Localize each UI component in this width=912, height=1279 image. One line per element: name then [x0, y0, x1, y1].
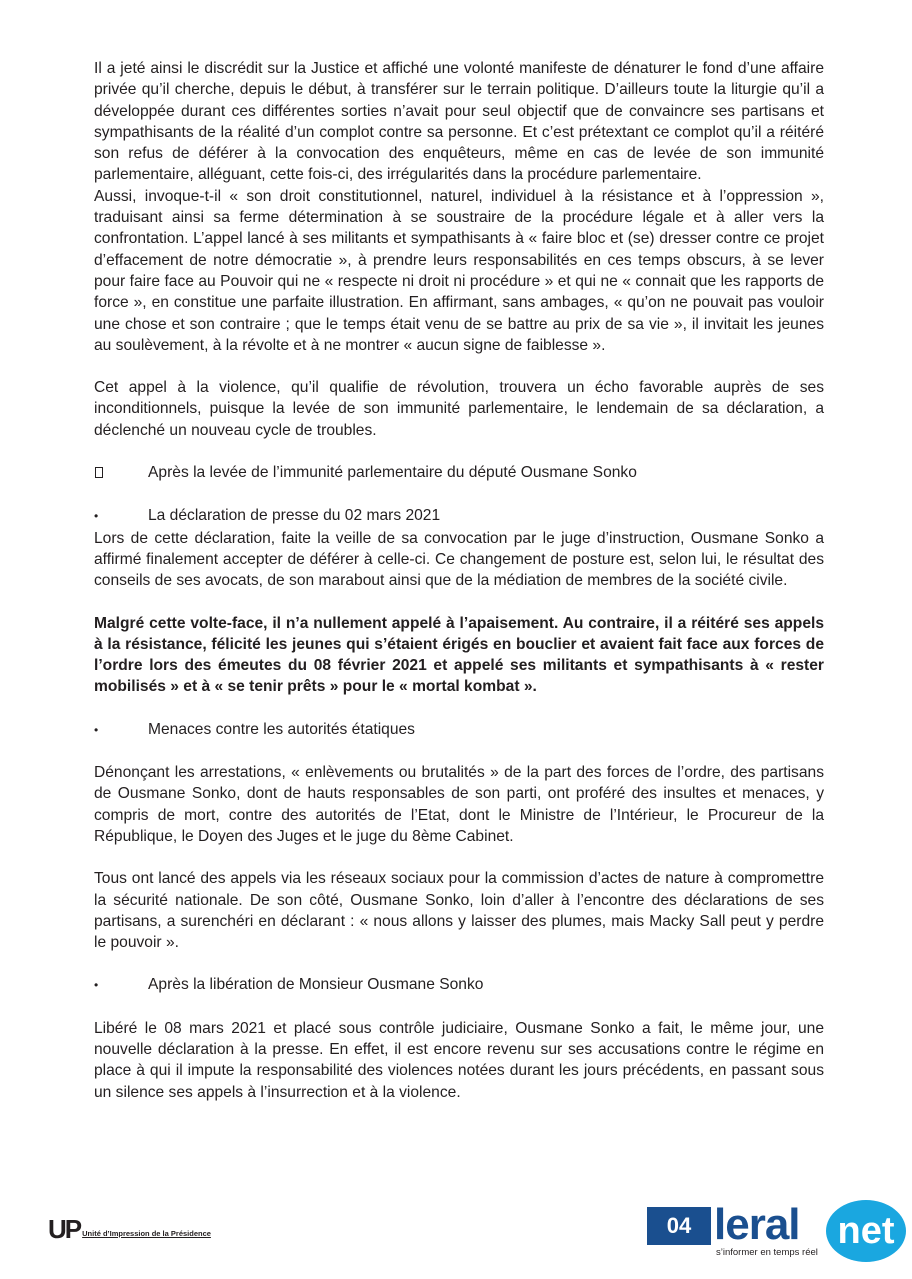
paragraph-2: Aussi, invoque-t-il « son droit constitutionnel, naturel, individuel à la résistance et à l’oppression », traduisant ainsi sa ferme détermination à se soustraire de la procédure légale et à aller vers la confrontation. L’appel lancé à ses militants et sympathisants à « faire bloc et (se) dresser contre ce projet d’effacement de notre démocratie », à prendre leurs responsabilités en ces temps obscurs, à se lever pour faire face au Pouvoir qui ne « respecte ni droit ni procédure » et qui ne « connait que les rapports de force », en constitue une parfaite illustration. En affirmant, sans ambages, « qu’on ne pouvait pas vouloir une chose et son contraire ; que le temps était venu de se battre au prix de sa vie », il invitait les jeunes au soulèvement, à la révolte et à ne montrer « aucun signe de faiblesse ».: [94, 187, 824, 354]
brand-tagline: s’informer en temps réel: [716, 1247, 818, 1258]
up-caption: Unité d’Impression de la Présidence: [82, 1229, 211, 1238]
bullet-text: Après la libération de Monsieur Ousmane Sonko: [148, 976, 484, 994]
brand-leral: leral: [714, 1200, 800, 1249]
bullet-icon: •: [94, 509, 99, 524]
brand-net-badge: net: [826, 1200, 906, 1262]
paragraph-6: Dénonçant les arrestations, « enlèvements ou brutalités » de la part des forces de l’ordre, des partisans de Ousmane Sonko, dont de hauts responsables de son parti, ont proféré des insultes et menaces, y compris de mort, contre des autorités de l’Etat, dont le Ministre de l’Intérieur, le Procureur de la République, le Doyen des Juges et le juge du 8ème Cabinet.: [94, 764, 824, 845]
paragraph-8: Libéré le 08 mars 2021 et placé sous contrôle judiciaire, Ousmane Sonko a fait, le même jour, une nouvelle déclaration à la presse. En effet, il est encore revenu sur ses accusations contre le régime en place à qui il impute la responsabilité des violences notées durant les jours précédents, en passant sous un silence ses appels à l’insurrection et à la violence.: [94, 1019, 824, 1101]
paragraph-1: Il a jeté ainsi le discrédit sur la Justice et affiché une volonté manifeste de dénaturer le fond d’une affaire privée qu’il cherche, depuis le début, à transférer sur le terrain politique. D’ailleurs toute la liturgie qu’il a développée durant ces différentes sorties n’avait pour seul objectif que de convaincre ses partisans et sympathisants de la réalité d’un complot contre sa personne. Et c’est prétextant ce complot qu’il a réitéré son refus de déférer à la convocation des enquêteurs, même en cas de levée de son immunité parlementaire, alléguant, cette fois-ci, des irrégularités dans la procédure parlementaire.: [94, 60, 824, 184]
bullet-icon: •: [94, 722, 99, 737]
bullet-item: [94, 719, 824, 741]
paragraph-3: Cet appel à la violence, qu’il qualifie de révolution, trouvera un écho favorable auprès de ses inconditionnels, puisque la levée de son immunité parlementaire, le lendemain de sa déclaration, a déclenché un nouveau cycle de troubles.: [94, 379, 824, 439]
paragraph-7: Tous ont lancé des appels via les réseaux sociaux pour la commission d’actes de nature à compromettre la sécurité nationale. De son côté, Ousmane Sonko, loin d’aller à l’encontre des déclarations de ses partisans, a surenchéri en déclarant : « nous allons y laisser des plumes, mais Macky Sall peut y perdre le pouvoir ».: [94, 870, 824, 952]
bullet-item: [94, 974, 824, 996]
paragraph-5-bold: Malgré cette volte-face, il n’a nullement appelé à l’apaisement. Au contraire, il a réitéré ses appels à la résistance, félicité les jeunes qui s’étaient érigés en bouclier et avaient fait face aux forces de l’ordre lors des émeutes du 08 février 2021 et appelé ses militants et sympathisants à « rester mobilisés » et à « se tenir prêts » pour le « mortal kombat ».: [94, 614, 824, 696]
section-heading-text: Après la levée de l’immunité parlementaire du député Ousmane Sonko: [148, 464, 637, 482]
paragraph-4: Lors de cette déclaration, faite la veille de sa convocation par le juge d’instruction, Ousmane Sonko a affirmé finalement accepter de déférer à celle-ci. Ce changement de posture est, selon lui, le résultat des conseils de ses avocats, de son marabout ainsi que de la médiation de membres de la société civile.: [94, 529, 824, 590]
up-footer-logo: [48, 1214, 211, 1244]
bullet-text: La déclaration de presse du 02 mars 2021: [148, 507, 441, 525]
bullet-icon: •: [94, 978, 99, 993]
checkbox-glyph-icon: [94, 463, 148, 484]
bullet-item: [94, 505, 824, 527]
section-heading: [94, 462, 824, 484]
up-logo-icon: UP: [48, 1214, 81, 1244]
page-number: 04: [647, 1207, 711, 1245]
document-body: [94, 58, 824, 1103]
bullet-text: Menaces contre les autorités étatiques: [148, 720, 415, 738]
